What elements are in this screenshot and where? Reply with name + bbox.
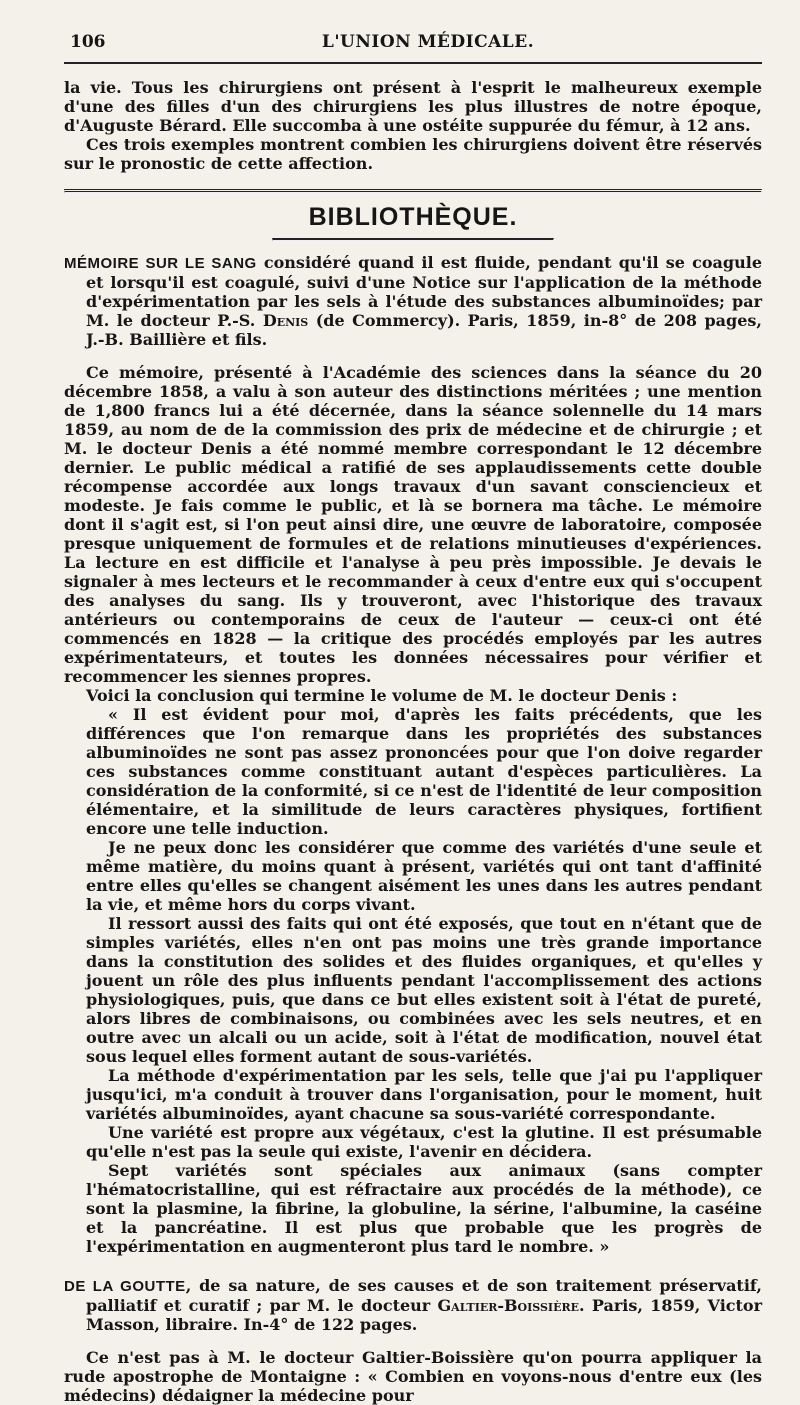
quote-paragraph-4: La méthode d'expérimentation par les sels, telle que j'ai pu l'appliquer jusqu'ici, m'a conduit à trouver dans l'organisation, pour le moment, huit variétés albuminoïdes, ayant chacune sa sous-variété correspondante. bbox=[86, 1066, 762, 1123]
review-1-publisher: (de Commercy). Paris, 1859, in-8° de 208 pages, J.-B. Baillière et fils. bbox=[86, 311, 762, 349]
quote-paragraph-6: Sept variétés sont spéciales aux animaux (sans compter l'hématocristalline, qui est réfractaire aux procédés de la méthode), ce sont la plasmine, la fibrine, la globuline, la sérine, l'albumine, la caséine et la pancréatine. Il est plus que probable que les progrès de l'expérimentation en augmenteront plus tard le nombre. » bbox=[86, 1161, 762, 1256]
review-2-body-1: Ce n'est pas à M. le docteur Galtier-Boissière qu'on pourra appliquer la rude apostrophe de Montaigne : « Combien en voyons-nous d'entre eux (les médecins) dédaigner la médecine pour bbox=[64, 1348, 762, 1405]
review-memoire-sur-le-sang bbox=[64, 253, 762, 1256]
quote-paragraph-1: « Il est évident pour moi, d'après les faits précédents, que les différences que l'on remarque dans les propriétés des substances albuminoïdes ne sont pas assez prononcées pour que l'on doive regarder ces substances comme constituant autant d'espèces particulières. La considération de la conformité, si ce n'est de l'identité de leur composition élémentaire, et la similitude de leurs caractères physiques, fortifient encore une telle induction. bbox=[86, 705, 762, 838]
intro-paragraph-1: la vie. Tous les chirurgiens ont présent à l'esprit le malheureux exemple d'une des filles d'un des chirurgiens les plus illustres de notre époque, d'Auguste Bérard. Elle succomba à une ostéite suppurée du fémur, à 12 ans. bbox=[64, 78, 762, 135]
page-number: 106 bbox=[70, 32, 106, 52]
review-1-body-2: Voici la conclusion qui termine le volume de M. le docteur Denis : bbox=[86, 686, 678, 705]
review-2-publisher: . Paris, 1859, Victor Masson, libraire. In-4° de 122 pages. bbox=[86, 1296, 763, 1334]
title-underline bbox=[272, 238, 554, 241]
review-2-heading bbox=[64, 1276, 762, 1334]
quote-paragraph-3: Il ressort aussi des faits qui ont été exposés, que tout en n'étant que de simples variétés, elles n'en ont pas moins une très grande importance dans la constitution des solides et des fluides organiques, et qu'elles y jouent un rôle des plus influents pendant l'accomplissement des actions physiologiques, puis, que dans ce but elles existent soit à l'état de pureté, alors libres de combinaisons, ou combinées avec les sels neutres, et en outre avec un alcali ou un acide, soit à l'état de modification, nouvel état sous lequel elles forment autant de sous-variétés. bbox=[86, 914, 762, 1066]
review-1-title: MÉMOIRE SUR LE SANG bbox=[64, 255, 257, 272]
page-header bbox=[64, 0, 762, 62]
journal-title: L'UNION MÉDICALE. bbox=[321, 32, 535, 52]
review-1-heading bbox=[64, 253, 762, 349]
section-divider bbox=[64, 189, 762, 193]
review-1-body-1: Ce mémoire, présenté à l'Académie des sciences dans la séance du 20 décembre 1858, a valu à son auteur des distinctions méritées ; une mention de 1,800 francs lui a été décernée, dans la séance solennelle du 14 mars 1859, au nom de de la commission des prix de médecine et de chirurgie ; et M. le docteur Denis a été nommé membre correspondant le 12 décembre dernier. Le public médical a ratifié de ses applaudissements cette double récompense accordée aux longs travaux d'un savant consciencieux et modeste. Je fais comme le public, et là se bornera ma tâche. Le mémoire dont il s'agit est, si l'on peut ainsi dire, une œuvre de laboratoire, composée presque uniquement de formules et de relations minutieuses d'expériences. La lecture en est difficile et l'analyse à peu près impossible. Je devais le signaler à mes lecteurs et le recommander à ceux d'entre eux qui s'occupent des analyses du sang. Ils y trouveront, avec l'historique des travaux antérieurs ou contemporains de ceux de l'auteur — ceux-ci ont été commencés en 1828 — la critique des procédés employés par les autres expérimentateurs, et toutes les données nécessaires pour vérifier et recommencer les siennes propres. bbox=[64, 363, 762, 686]
review-2-author: Galtier-Boissière bbox=[437, 1296, 579, 1315]
intro-text bbox=[64, 64, 762, 173]
review-2-subtitle: , de sa nature, de ses causes et de son traitement préservatif, palliatif et curatif ; par M. le docteur bbox=[86, 1276, 763, 1315]
quote-paragraph-2: Je ne peux donc les considérer que comme des variétés d'une seule et même matière, du moins quant à présent, variétés qui ont tant d'affinité entre elles qu'elles se changent aisément les unes dans les autres pendant la vie, et même hors du corps vivant. bbox=[86, 838, 762, 914]
review-2-title: DE LA GOUTTE bbox=[64, 1278, 186, 1295]
review-de-la-goutte bbox=[64, 1276, 762, 1405]
review-1-author: Denis bbox=[262, 311, 309, 330]
quote-paragraph-5: Une variété est propre aux végétaux, c'est la glutine. Il est présumable qu'elle n'est pas la seule qui existe, l'avenir en décidera. bbox=[86, 1123, 762, 1161]
section-title: BIBLIOTHÈQUE. bbox=[308, 203, 518, 231]
intro-paragraph-2: Ces trois exemples montrent combien les chirurgiens doivent être réservés sur le pronostic de cette affection. bbox=[64, 135, 762, 173]
review-1-subtitle: considéré quand il est fluide, pendant qu'il se coagule et lorsqu'il est coagulé, suivi d'une Notice sur l'application de la méthode d'expérimentation par les sels à l'étude des substances albuminoïdes; par M. le docteur P.-S. bbox=[86, 253, 762, 330]
